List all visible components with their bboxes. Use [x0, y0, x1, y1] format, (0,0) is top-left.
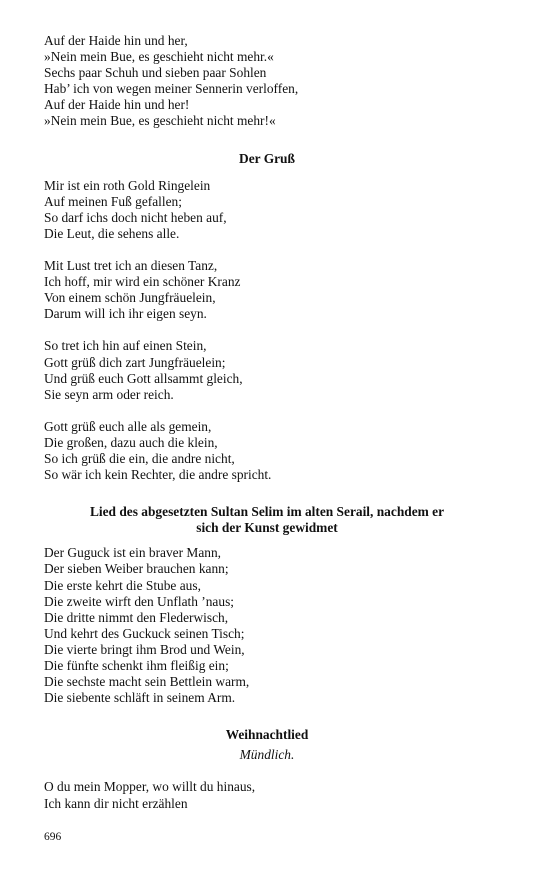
verse-line: Auf der Haide hin und her!	[44, 97, 190, 113]
stanza	[44, 545, 490, 706]
verse-line: »Nein mein Bue, es geschieht nicht mehr!«	[44, 113, 276, 129]
poem-title	[44, 504, 490, 536]
verse-line: So tret ich hin auf einen Stein,	[44, 338, 207, 354]
verse-line: Auf der Haide hin und her,	[44, 33, 188, 48]
verse-line: Mir ist ein roth Gold Ringelein	[44, 177, 211, 193]
verse-line: Darum will ich ihr eigen seyn.	[44, 306, 207, 322]
verse-line: Der sieben Weiber brauchen kann;	[44, 561, 229, 577]
verse-line: Die fünfte schenkt ihm fleißig ein;	[44, 658, 229, 673]
verse-line: Auf meinen Fuß gefallen;	[44, 193, 182, 209]
intro-stanza	[44, 33, 490, 130]
verse-line: Die großen, dazu auch die klein,	[44, 434, 218, 450]
verse-line: Und grüß euch Gott allsammt gleich,	[44, 370, 243, 386]
poem-title-line: sich der Kunst gewidmet	[196, 520, 338, 536]
poem-title	[44, 151, 490, 167]
verse-line: Die Leut, die sehens alle.	[44, 225, 180, 241]
poem-subtitle: Mündlich.	[239, 747, 295, 763]
verse-line: Die erste kehrt die Stube aus,	[44, 577, 201, 593]
poem-weihnachtlied	[44, 727, 490, 811]
verse-line: »Nein mein Bue, es geschieht nicht mehr.«	[44, 49, 274, 65]
verse-line: So darf ichs doch nicht heben auf,	[44, 209, 227, 225]
verse-line: Und kehrt des Guckuck seinen Tisch;	[44, 625, 245, 641]
verse-line: Die vierte bringt ihm Brod und Wein,	[44, 641, 245, 657]
verse-line: Hab’ ich von wegen meiner Sennerin verloffen,	[44, 81, 299, 97]
verse-line: Sie seyn arm oder reich.	[44, 386, 174, 402]
page-number: 696	[44, 831, 62, 843]
verse-line: Die sechste macht sein Bettlein warm,	[44, 674, 250, 690]
verse-line: Die zweite wirft den Unflath ’naus;	[44, 593, 235, 609]
stanza	[44, 258, 490, 322]
stanza	[44, 419, 490, 483]
stanza	[44, 178, 490, 242]
verse-line: Gott grüß euch alle als gemein,	[44, 418, 212, 434]
page-content	[44, 33, 490, 812]
poem-der-gruss	[44, 151, 490, 484]
poem-title	[44, 727, 490, 743]
verse-line: Gott grüß dich zart Jungfräuelein;	[44, 354, 226, 370]
stanza	[44, 338, 490, 402]
verse-line: Ich kann dir nicht erzählen	[44, 795, 188, 811]
verse-line: So ich grüß die ein, die andre nicht,	[44, 450, 235, 466]
stanza	[44, 779, 490, 811]
poem-title-line: Der Gruß	[239, 150, 295, 166]
verse-line: Mit Lust tret ich an diesen Tanz,	[44, 258, 218, 274]
poem-title-line: Weihnachtlied	[225, 727, 309, 743]
verse-line: Die dritte nimmt den Flederwisch,	[44, 609, 229, 625]
verse-line: O du mein Mopper, wo willt du hinaus,	[44, 779, 256, 795]
verse-line: So wär ich kein Rechter, die andre spricht.	[44, 467, 272, 483]
poem-title-line: Lied des abgesetzten Sultan Selim im alten Serail, nachdem er	[89, 504, 445, 520]
verse-line: Von einem schön Jungfräuelein,	[44, 290, 216, 306]
poem-sultan-selim	[44, 504, 490, 706]
verse-line: Ich hoff, mir wird ein schöner Kranz	[44, 274, 241, 290]
verse-line: Sechs paar Schuh und sieben paar Sohlen	[44, 65, 267, 81]
verse-line: Der Guguck ist ein braver Mann,	[44, 545, 222, 561]
verse-line: Die siebente schläft in seinem Arm.	[44, 690, 236, 706]
